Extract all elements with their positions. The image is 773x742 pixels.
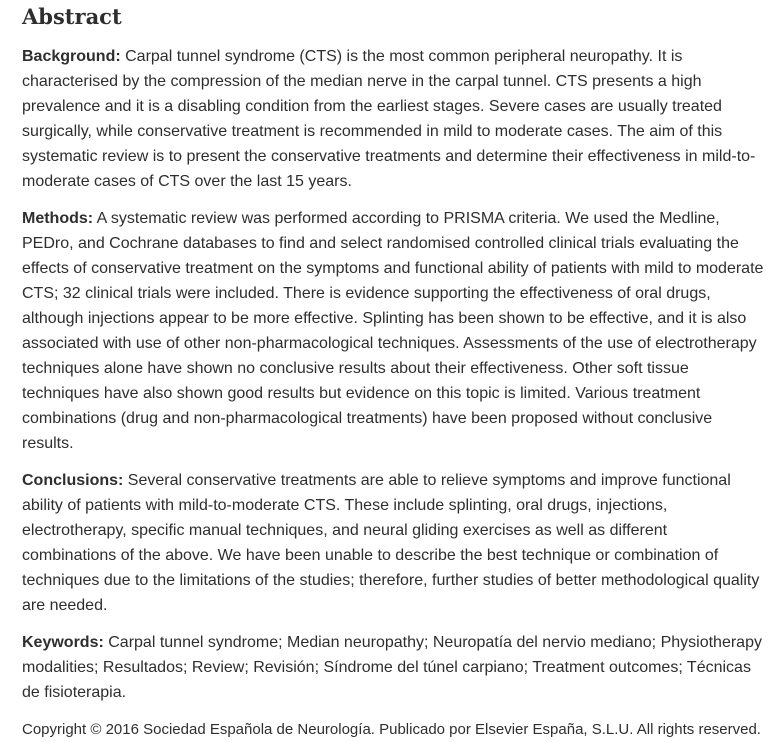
conclusions-label: Conclusions:	[22, 472, 124, 489]
keywords-paragraph	[22, 630, 765, 705]
keywords-text: Carpal tunnel syndrome; Median neuropathy; Neuropatía del nervio mediano; Physiotherapy modalities; Resultados; Review; Revisión; Síndrome del túnel carpiano; Treatment outcomes; Técnicas de fisioterapia.	[22, 634, 762, 701]
conclusions-text: Several conservative treatments are able to relieve symptoms and improve functional ability of patients with mild-to-moderate CTS. These include splinting, oral drugs, injections, electrotherapy, specific manual techniques, and neural gliding exercises as well as different combinations of the above. We have been unable to describe the best technique or combination of techniques due to the limitations of the studies; therefore, further studies of better methodological quality are needed.	[22, 472, 760, 614]
methods-paragraph	[22, 206, 765, 456]
background-label: Background:	[22, 48, 121, 65]
background-text: Carpal tunnel syndrome (CTS) is the most common peripheral neuropathy. It is characterised by the compression of the median nerve in the carpal tunnel. CTS presents a high prevalence and it is a disabling condition from the earliest stages. Severe cases are usually treated surgically, while conservative treatment is recommended in mild to moderate cases. The aim of this systematic review is to present the conservative treatments and determine their effectiveness in mild-to-moderate cases of CTS over the last 15 years.	[22, 48, 756, 190]
abstract-heading: Abstract	[22, 4, 122, 29]
keywords-label: Keywords:	[22, 634, 104, 651]
conclusions-paragraph	[22, 468, 765, 618]
background-paragraph	[22, 44, 765, 194]
copyright-notice: Copyright © 2016 Sociedad Española de Neurología. Publicado por Elsevier España, S.L.U. All rights reserved.	[22, 721, 761, 738]
methods-label: Methods:	[22, 210, 94, 227]
methods-text: A systematic review was performed according to PRISMA criteria. We used the Medline, PEDro, and Cochrane databases to find and select randomised controlled clinical trials evaluating the effects of conservative treatment on the symptoms and functional ability of patients with mild to moderate CTS; 32 clinical trials were included. There is evidence supporting the effectiveness of oral drugs, although injections appear to be more effective. Splinting has been shown to be effective, and it is also associated with use of other non-pharmacological techniques. Assessments of the use of electrotherapy techniques alone have shown no conclusive results about their effectiveness. Other soft tissue techniques have also shown good results but evidence on this topic is limited. Various treatment combinations (drug and non-pharmacological treatments) have been proposed without conclusive results.	[22, 210, 764, 452]
